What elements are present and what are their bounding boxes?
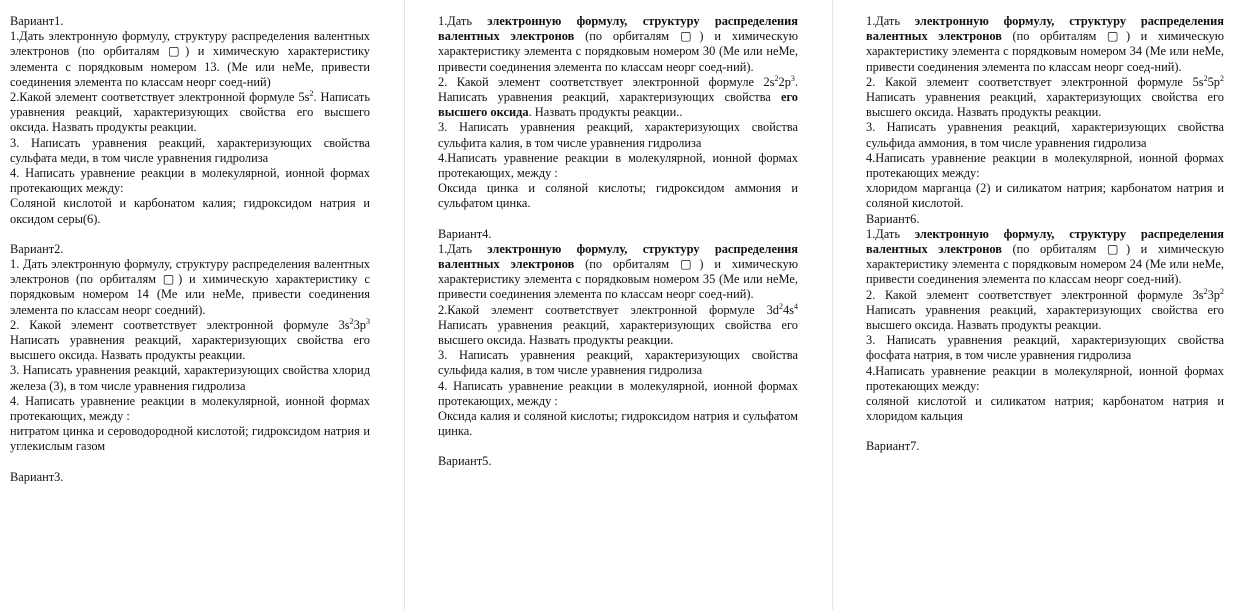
column-2 (438, 14, 798, 610)
variant-6-question-4-body: соляной кислотой и силикатом натрия; карбонатом натрия и хлоридом кальция (866, 394, 1224, 424)
variant-1-question-3: 3. Написать уравнения реакций, характеризующих свойства сульфата меди, в том числе уравнения гидролиза (10, 135, 370, 165)
variant-2-question-2: 2. Какой элемент соответствует электронной формуле $3s^23p^3$ Написать уравнения реакций, характеризующих свойства его высшего оксида. Назвать продукты реакции. (10, 316, 370, 363)
variant-1-question-1: 1.Дать электронную формулу, структуру распределения валентных электронов (по орбиталям ▢) и химическую характеристику элемента с порядковым номером 13. (Ме или неМе, привести соединения элемента по классам неорг соед-ний) (10, 29, 370, 89)
variant-7-title: Вариант7. (866, 439, 920, 454)
variant-4-question-1: 1.Дать электронную формулу, структуру распределения валентных электронов (по орбиталям ▢) и химическую характеристику элемента с порядковым номером 35 (Ме или неМе, привести соединения элемента по классам неорг соед-ний). (438, 241, 798, 302)
variant-3-question-4-body: Оксида цинка и соляной кислоты; гидроксидом аммония и сульфатом цинка. (438, 181, 798, 211)
variant-4-question-4-body: Оксида калия и соляной кислоты; гидроксидом натрия и сульфатом цинка. (438, 409, 798, 439)
variant-2-question-4-body: нитратом цинка и сероводородной кислотой; гидроксидом натрия и углекислым газом (10, 424, 370, 454)
variant-1-title: Вариант1. (10, 14, 64, 28)
column-divider (832, 0, 833, 610)
variant-3-question-2: 2. Какой элемент соответствует электронной формуле $2s^22p^3$. Написать уравнения реакций, характеризующих свойства его высшего оксида. Назвать продукты реакции.. (438, 73, 798, 120)
variant-6-question-2: 2. Какой элемент соответствует электронной формуле $3s^23p^2$ Написать уравнения реакций, характеризующих свойства его высшего оксида. Назвать продукты реакции. (866, 286, 1224, 333)
variant-5-question-4-body: хлоридом марганца (2) и силикатом натрия; карбонатом натрия и соляной кислотой. (866, 181, 1224, 211)
variant-3-question-4: 4.Написать уравнение реакции в молекулярной, ионной формах протекающих, между : (438, 150, 798, 181)
variant-2-question-3: 3. Написать уравнения реакций, характеризующих свойства хлорид железа (3), в том числе уравнения гидролиза (10, 363, 370, 393)
variant-6-question-4: 4.Написать уравнение реакции в молекулярной, ионной формах протекающих между: (866, 363, 1224, 393)
column-divider (404, 0, 405, 610)
variant-6-question-3: 3. Написать уравнения реакций, характеризующих свойства фосфата натрия, в том числе уравнения гидролиза (866, 333, 1224, 363)
column-3 (866, 14, 1224, 610)
variant-5-question-1: 1.Дать электронную формулу, структуру распределения валентных электронов (по орбиталям ▢) и химическую характеристику элемента с порядковым номером 34 (Ме или неМе, привести соединения элемента по классам неорг соед-ний). (866, 14, 1224, 74)
column-1 (10, 14, 370, 610)
variant-1-question-4: 4. Написать уравнение реакции в молекулярной, ионной формах протекающих между: (10, 166, 370, 196)
variant-1-question-4-body: Соляной кислотой и карбонатом калия; гидроксидом натрия и оксидом серы(6). (10, 196, 370, 226)
variant-4-question-2: 2.Какой элемент соответствует электронной формуле $3d^24s^4$ Написать уравнения реакций, характеризующих свойства его высшего оксида. Назвать продукты реакции. (438, 301, 798, 348)
variant-3-question-3: 3. Написать уравнения реакций, характеризующих свойства сульфита калия, в том числе уравнения гидролиза (438, 120, 798, 150)
variant-2-title: Вариант2. (10, 241, 64, 256)
variant-5-title: Вариант5. (438, 454, 492, 469)
variant-4-question-3: 3. Написать уравнения реакций, характеризующих свойства сульфида калия, в том числе уравнения гидролиза (438, 348, 798, 378)
variant-2-question-1: 1. Дать электронную формулу, структуру распределения валентных электронов (по орбиталям ▢) и химическую характеристику с порядковым номером 14 (Ме или неМе, привести соединения элемента по классам неорг соедний). (10, 257, 370, 317)
variant-6-question-1: 1.Дать электронную формулу, структуру распределения валентных электронов (по орбиталям ▢) и химическую характеристику элемента с порядковым номером 24 (Ме или неМе, привести соединения элемента по классам неорг соед-ний). (866, 226, 1224, 287)
variant-4-title: Вариант4. (438, 226, 492, 241)
variant-6-title: Вариант6. (866, 211, 920, 226)
variant-4-question-4: 4. Написать уравнение реакции в молекулярной, ионной формах протекающих, между : (438, 378, 798, 408)
variant-3-question-1: 1.Дать электронную формулу, структуру распределения валентных электронов (по орбиталям ▢) и химическую характеристику элемента с порядковым номером 30 (Ме или неМе, привести соединения элемента по классам неорг соед-ний). (438, 14, 798, 74)
variant-2-question-4: 4. Написать уравнение реакции в молекулярной, ионной формах протекающих, между : (10, 393, 370, 424)
variant-5-question-4: 4.Написать уравнение реакции в молекулярной, ионной формах протекающих между: (866, 150, 1224, 181)
variant-5-question-3: 3. Написать уравнения реакций, характеризующих свойства сульфида аммония, в том числе уравнения гидролиза (866, 120, 1224, 150)
variant-1-question-2: 2.Какой элемент соответствует электронной формуле $5s^2$. Написать уравнения реакций, характеризующих свойства его высшего оксида. Назвать продукты реакции. (10, 88, 370, 135)
variant-3-title: Вариант3. (10, 469, 64, 484)
variant-5-question-2: 2. Какой элемент соответствует электронной формуле $5s^25p^2$ Написать уравнения реакций, характеризующих свойства его высшего оксида. Назвать продукты реакции. (866, 73, 1224, 120)
